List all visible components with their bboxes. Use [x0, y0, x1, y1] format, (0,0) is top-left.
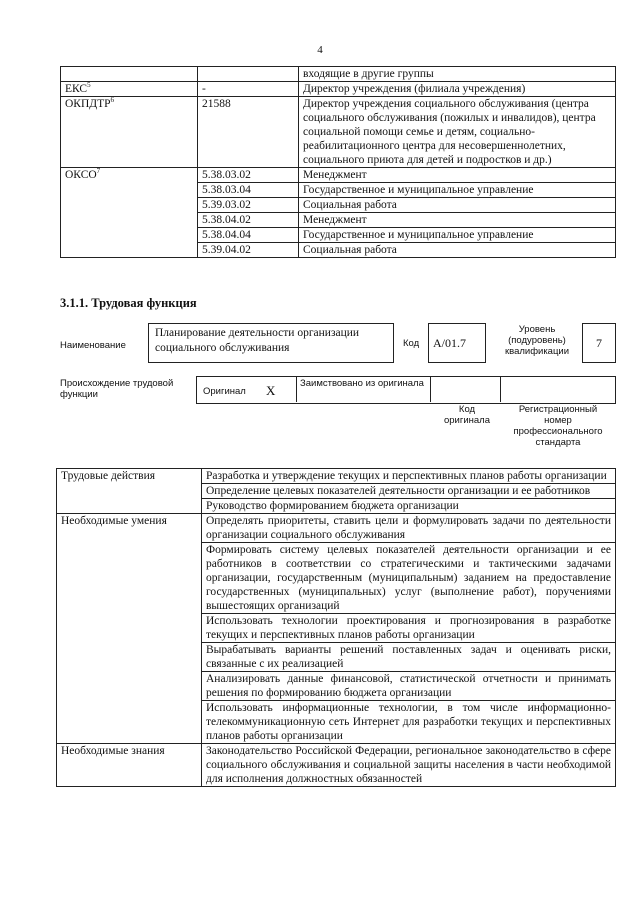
table-row: Использовать информационные технологии, в том числе информационно-телекоммуникационную сеть Интернет для разработки текущих и перспективных планов работы организации — [57, 701, 616, 744]
divider — [500, 376, 501, 402]
table-row: Руководство формированием бюджета организации — [57, 499, 616, 514]
table-row: 5.38.03.04 Государственное и муниципальное управление — [61, 183, 616, 198]
level-box — [582, 323, 616, 363]
table-row: Необходимые умения Определять приоритеты, ставить цели и формулировать задачи по деятельности организации социального обслуживания — [57, 514, 616, 543]
table-row: Анализировать данные финансовой, статистической отчетности и принимать решения по формированию бюджета организации — [57, 672, 616, 701]
borrowed-label: Заимствовано из оригинала — [300, 378, 424, 389]
table-row: Трудовые действия Разработка и утверждение текущих и перспективных планов работы организации — [57, 469, 616, 484]
name-box — [148, 323, 394, 363]
table-row: Вырабатывать варианты решений поставленных задач и оценивать риски, связанные с их реализацией — [57, 643, 616, 672]
table-row: 5.39.04.02 Социальная работа — [61, 243, 616, 258]
table-row: ОКСО$^7$ 5.38.03.02 Менеджмент — [61, 168, 616, 183]
table-row: Использовать технологии проектирования и прогнозирования в разработке текущих и перспективных планов работы организации — [57, 614, 616, 643]
table-row: входящие в другие группы — [61, 67, 616, 82]
table-row: 5.38.04.02 Менеджмент — [61, 213, 616, 228]
name-label: Наименование — [60, 340, 126, 351]
page-number: 4 — [317, 44, 323, 56]
code-original-caption: Код оригинала — [443, 404, 490, 426]
classification-table — [60, 66, 616, 258]
level-value: 7 — [596, 336, 602, 350]
origin-label: Происхождение трудовой функции — [60, 378, 174, 400]
code-label: Код — [403, 338, 420, 349]
function-name: Планирование деятельности организации социального обслуживания — [155, 327, 360, 354]
skills-label: Необходимые умения — [57, 514, 202, 744]
table-row: Определение целевых показателей деятельности организации и ее работников — [57, 484, 616, 499]
function-code: А/01.7 — [433, 336, 466, 350]
actions-label: Трудовые действия — [57, 469, 202, 514]
reg-number-caption: Регистрационный номер профессионального стандарта — [513, 404, 603, 448]
section-title: 3.1.1. Трудовая функция — [60, 296, 197, 310]
code-box — [428, 323, 486, 363]
table-row: ЕКС$^5$ - Директор учреждения (филиала учреждения) — [61, 82, 616, 97]
knowledge-label: Необходимые знания — [57, 744, 202, 787]
table-row: ОКПДТР$^6$ 21588 Директор учреждения социального обслуживания (центра социального обслуживания (пожилых и инвалидов), центра социальной помощи семье и детям, социально-реабилитационного центра для несовершеннолетних, социального приюта для детей и подростков и др.) — [61, 97, 616, 168]
original-mark: X — [266, 383, 276, 398]
details-table — [56, 468, 616, 787]
divider — [430, 376, 431, 402]
table-row: 5.38.04.04 Государственное и муниципальное управление — [61, 228, 616, 243]
table-row: Необходимые знания Законодательство Российской Федерации, региональное законодательство в сфере социального обслуживания и социальной защиты населения в части необходимой для исполнения должностных обязанностей — [57, 744, 616, 787]
level-label: Уровень (подуровень) квалификации — [504, 324, 570, 357]
original-label: Оригинал — [203, 386, 246, 397]
table-row: Формировать систему целевых показателей деятельности организации и ее работников в соответствии со стратегическими и тактическими задачами организации, государственным (муниципальным) заданием на предоставление государственных (муниципальных) услуг (выполнение работ), поручениями вышестоящих организаций — [57, 543, 616, 614]
table-row: 5.39.03.02 Социальная работа — [61, 198, 616, 213]
divider — [296, 376, 297, 402]
